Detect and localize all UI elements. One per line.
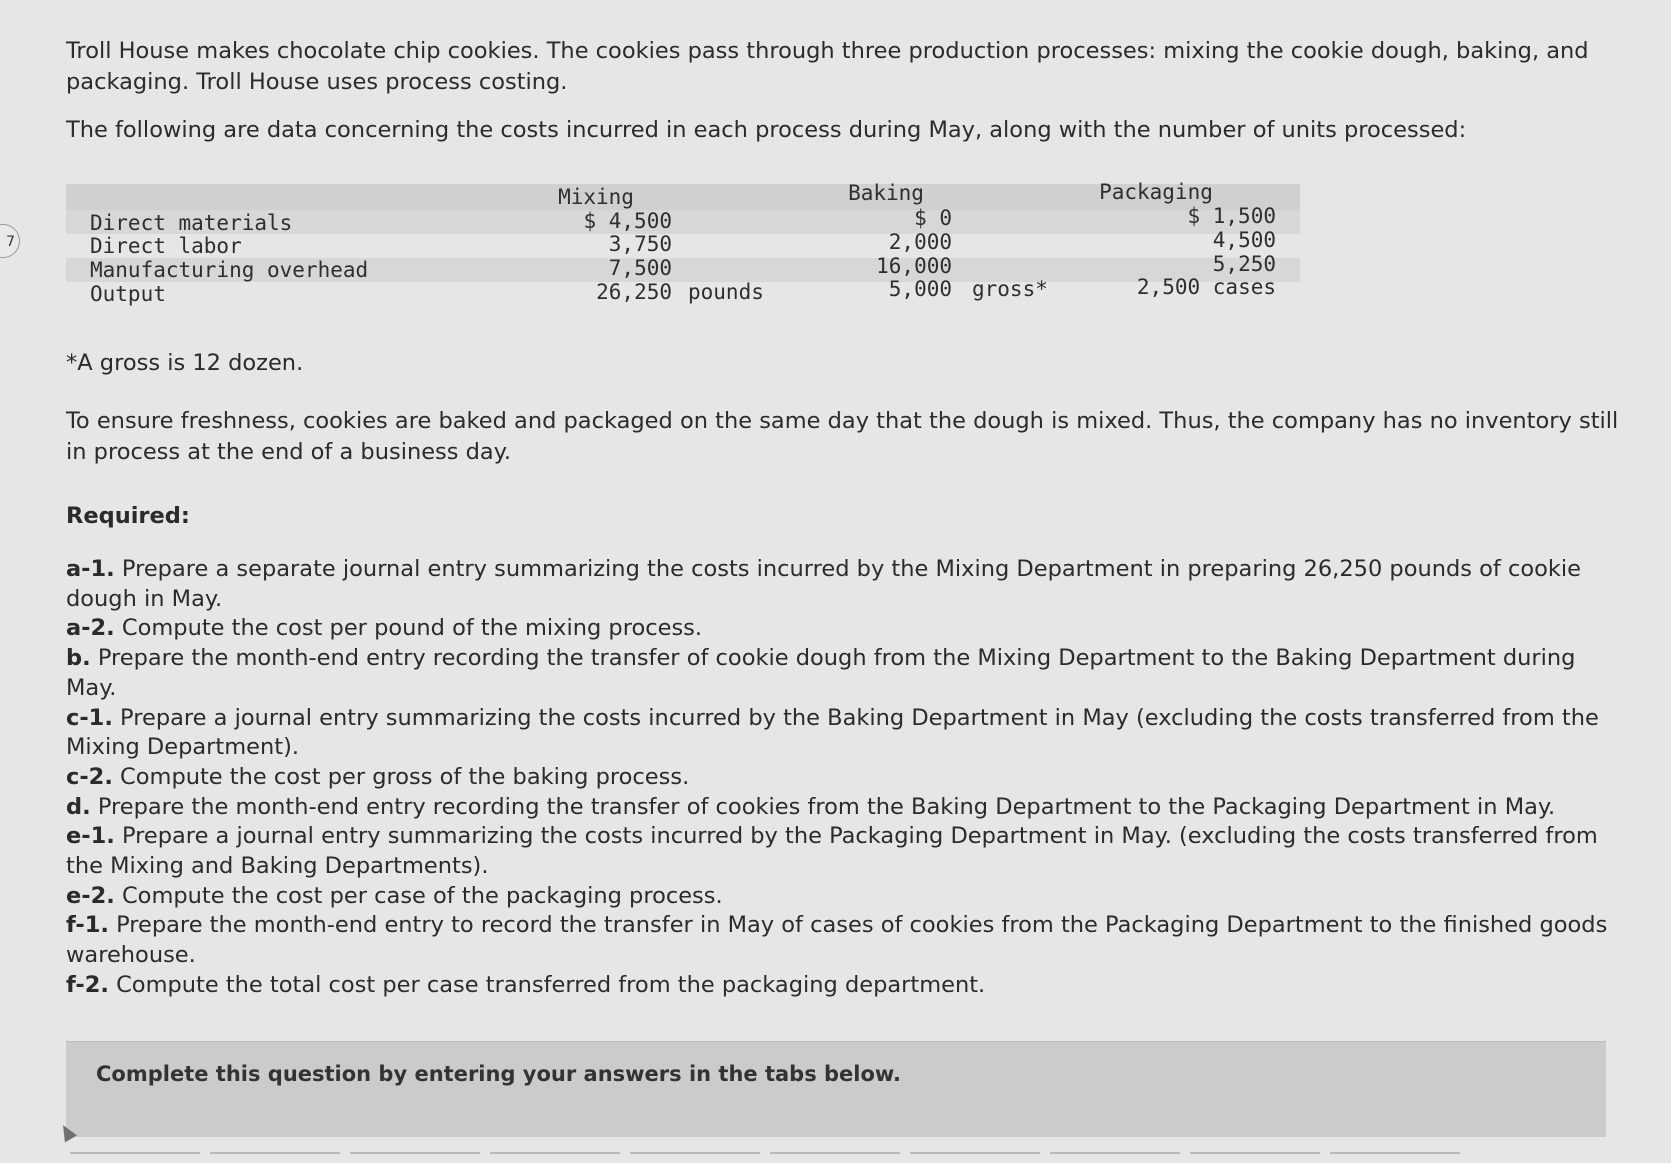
requirement-key: f-1. <box>66 912 109 939</box>
list-item <box>66 704 1626 763</box>
mixing-value: 26,250 <box>596 280 672 304</box>
packaging-value: 5,250 <box>1212 252 1276 276</box>
list-item <box>66 644 1626 703</box>
list-item <box>66 555 1626 614</box>
header-baking: Baking <box>848 181 924 205</box>
row-label: Direct labor <box>90 234 242 258</box>
required-heading: Required: <box>66 503 190 529</box>
packaging-output: 2,500 <box>1136 275 1201 299</box>
tab-strip-segment[interactable] <box>210 1152 340 1154</box>
requirement-key: c-2. <box>66 763 113 790</box>
question-number-badge: 7 <box>0 224 20 258</box>
tab-strip-segment[interactable] <box>630 1152 760 1154</box>
problem-intro: Troll House makes chocolate chip cookies. The cookies pass through three production processes: mixing the cookie dough, baking, and packaging. Troll House uses process costing. <box>66 38 1589 95</box>
requirement-key: a-2. <box>66 615 115 642</box>
list-item <box>66 793 1626 823</box>
freshness-note: To ensure freshness, cookies are baked and packaged on the same day that the dough is mixed. Thus, the company has no inventory still in process at the end of a business day. <box>66 408 1619 465</box>
requirement-key: c-1. <box>66 704 113 731</box>
mixing-value: 3,750 <box>608 232 672 256</box>
packaging-unit: cases <box>1212 275 1276 299</box>
baking-value: $ 0 <box>914 206 952 230</box>
list-item <box>66 911 1626 970</box>
list-item <box>66 763 1626 793</box>
requirement-text: Prepare a journal entry summarizing the costs incurred by the Baking Department in May (excluding the costs transferred from the Mixing Department). <box>66 704 1599 761</box>
list-item <box>66 971 1626 1001</box>
mixing-value: $ 4,500 <box>583 209 672 233</box>
tab-strip-segment[interactable] <box>70 1152 200 1154</box>
requirement-text: Compute the total cost per case transferred from the packaging department. <box>116 971 986 998</box>
cost-data-table <box>66 180 1300 318</box>
requirement-key: b. <box>66 645 91 672</box>
row-label: Manufacturing overhead <box>90 258 369 282</box>
header-packaging: Packaging <box>1099 180 1213 204</box>
tab-strip-segment[interactable] <box>1330 1152 1460 1154</box>
packaging-value: 4,500 <box>1212 228 1276 252</box>
row-label: Direct materials <box>90 211 293 235</box>
requirement-key: a-1. <box>66 556 115 582</box>
requirement-key: e-2. <box>66 882 115 909</box>
baking-unit: gross* <box>972 277 1048 301</box>
tabs-instructions: Complete this question by entering your answers in the tabs below. <box>96 1062 901 1086</box>
requirement-text: Compute the cost per pound of the mixing process. <box>121 615 703 642</box>
packaging-value: $ 1,500 <box>1187 204 1276 228</box>
list-item <box>66 822 1626 881</box>
packaging-value <box>1066 275 1276 299</box>
requirement-text: Compute the cost per case of the packaging process. <box>121 882 723 909</box>
tab-strip-segment[interactable] <box>770 1152 900 1154</box>
baking-value: 16,000 <box>876 254 952 278</box>
requirement-text: Prepare the month-end entry to record the transfer in May of cases of cookies from the Packaging Department to the finished goods warehouse. <box>66 912 1608 969</box>
requirement-text: Prepare a separate journal entry summarizing the costs incurred by the Mixing Department in preparing 26,250 pounds of cookie dough in May. <box>66 556 1582 612</box>
tab-strip-segment[interactable] <box>1190 1152 1320 1154</box>
answer-tabs-panel <box>66 1041 1606 1137</box>
header-mixing: Mixing <box>558 185 634 209</box>
baking-value: 2,000 <box>888 230 952 254</box>
requirements-list <box>66 555 1626 1001</box>
requirement-text: Prepare the month-end entry recording the transfer of cookie dough from the Mixing Department to the Baking Department during May. <box>66 645 1576 701</box>
tab-strip-segment[interactable] <box>490 1152 620 1154</box>
list-item <box>66 882 1626 912</box>
requirement-text: Prepare the month-end entry recording the transfer of cookies from the Baking Department to the Packaging Department in May. <box>97 793 1556 820</box>
tab-strip-segment[interactable] <box>1050 1152 1180 1154</box>
list-item <box>66 614 1626 644</box>
tab-strip-segment[interactable] <box>910 1152 1040 1154</box>
baking-value: 5,000 <box>888 277 952 301</box>
mixing-value: 7,500 <box>608 256 672 280</box>
tab-strip-segment[interactable] <box>350 1152 480 1154</box>
row-label: Output <box>90 282 166 306</box>
requirement-key: f-2. <box>66 971 109 998</box>
requirement-text: Prepare a journal entry summarizing the costs incurred by the Packaging Department in May. (excluding the costs transferred from the Mixing and Baking Departments). <box>66 823 1598 880</box>
requirement-key: e-1. <box>66 823 115 850</box>
data-intro: The following are data concerning the costs incurred in each process during May, along with the number of units processed: <box>66 117 1467 143</box>
requirement-key: d. <box>66 793 91 820</box>
mixing-unit: pounds <box>688 280 764 304</box>
footnote: *A gross is 12 dozen. <box>66 350 304 376</box>
requirement-text: Compute the cost per gross of the baking process. <box>120 763 690 790</box>
